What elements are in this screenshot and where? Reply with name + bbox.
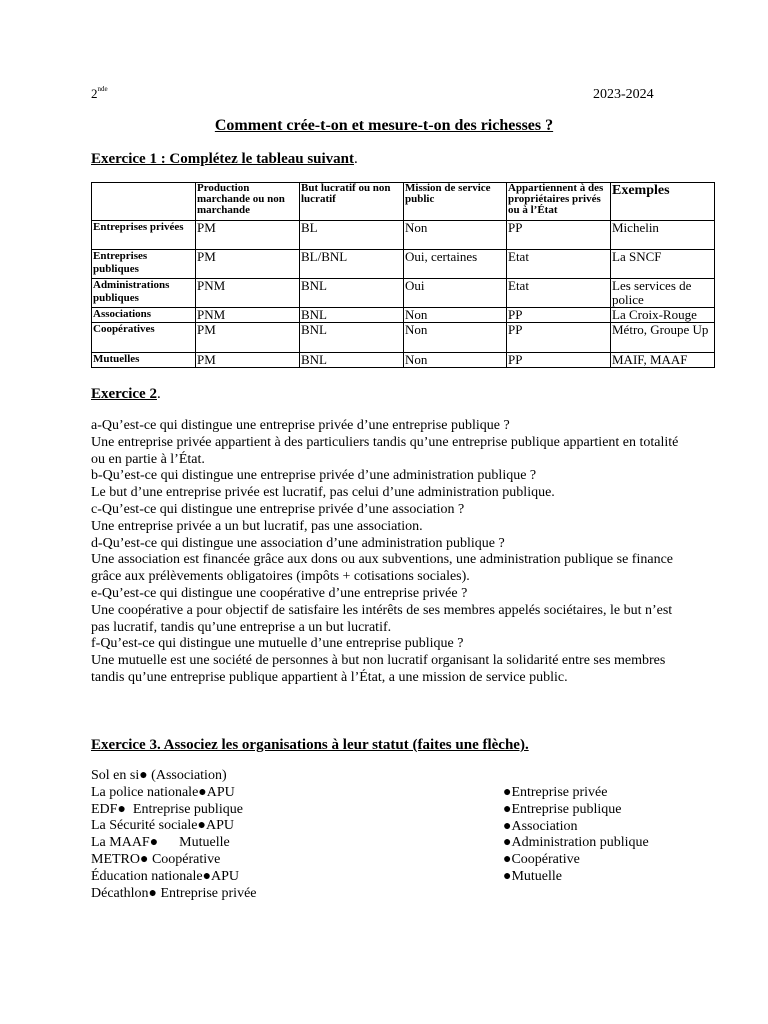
table-cell: Non [404,308,507,323]
table-cell: BNL [300,279,404,308]
question-line: d-Qu’est-ce qui distingue une association d’une administration publique ? [91,535,505,551]
list-item: ●Mutuelle [503,868,563,884]
list-item: ●Coopérative [503,852,580,868]
table-cell: BL [300,221,404,250]
table-row-header: Entreprises publiques [92,250,196,279]
list-item: Décathlon● Entreprise privée [91,885,257,901]
table-header-cell: Mission de service public [404,183,507,221]
table-row [92,279,715,308]
table-cell: BL/BNL [300,250,404,279]
list-item: ●Association [503,818,578,834]
answer-line: Le but d’une entreprise privée est lucratif, pas celui d’une administration publique. [91,485,555,501]
class-level: 2nde [91,85,108,101]
list-item: La police nationale●APU [91,784,235,800]
answer-line: Une entreprise privée appartient à des particuliers tandis qu’une entreprise publique appartient en totalité ou en partie à l’État. [91,434,679,467]
list-item: Éducation nationale●APU [91,868,240,884]
table-cell: BNL [300,353,404,368]
organisations-table [91,182,715,368]
list-item: ●Entreprise publique [503,801,622,817]
table-row [92,250,715,279]
table-cell: PM [196,221,300,250]
table-cell: Oui, certaines [404,250,507,279]
question-line: b-Qu’est-ce qui distingue une entreprise privée d’une administration publique ? [91,468,537,484]
list-item: La Sécurité sociale●APU [91,818,234,834]
list-item: ●Administration publique [503,835,649,851]
table-row [92,323,715,353]
exercise2-answers [91,418,691,687]
table-cell: PP [507,221,611,250]
question-line: c-Qu’est-ce qui distingue une entreprise privée d’une association ? [91,501,465,517]
exercise1-heading: Exercice 1 : Complétez le tableau suivant. [91,151,358,167]
answer-line: Une coopérative a pour objectif de satisfaire les intérêts de ses membres appelés sociétaires, le but n’est pas lucratif, tandis qu’une entreprise a un but lucratif. [91,602,673,635]
table-cell: PNM [196,279,300,308]
list-item: EDF● Entreprise publique [91,801,243,817]
question-line: f-Qu’est-ce qui distingue une mutuelle d’une entreprise publique ? [91,636,464,652]
table-row-header: Coopératives [92,323,196,353]
table-cell: Les services de police [611,279,715,308]
table-cell: PP [507,353,611,368]
table-cell: MAIF, MAAF [611,353,715,368]
table-header-cell: But lucratif ou non lucratif [300,183,404,221]
school-year: 2023-2024 [593,87,654,102]
statuts-list [503,785,649,886]
list-item: La MAAF● Mutuelle [91,835,230,851]
table-cell: PP [507,308,611,323]
table-cell: Michelin [611,221,715,250]
table-row-header: Entreprises privées [92,221,196,250]
table-header-cell [92,183,196,221]
question-line: e-Qu’est-ce qui distingue une coopérative d’une entreprise privée ? [91,585,468,601]
page-title: Comment crée-t-on et mesure-t-on des richesses ? [214,117,554,134]
table-header-cell: Exemples [611,183,715,221]
table-cell: La Croix-Rouge [611,308,715,323]
table-cell: BNL [300,308,404,323]
table-cell: Etat [507,250,611,279]
exercise2-heading: Exercice 2. [91,386,161,402]
table-cell: La SNCF [611,250,715,279]
answer-line: Une entreprise privée a un but lucratif, pas une association. [91,518,423,534]
table-cell: Non [404,221,507,250]
table-cell: Etat [507,279,611,308]
table-cell: PP [507,323,611,353]
question-line: a-Qu’est-ce qui distingue une entreprise privée d’une entreprise publique ? [91,418,510,433]
table-cell: PM [196,353,300,368]
table-row [92,308,715,323]
table-cell: Métro, Groupe Up [611,323,715,353]
table-row [92,353,715,368]
list-item: Sol en si● (Association) [91,768,227,783]
table-cell: PNM [196,308,300,323]
table-row [92,221,715,250]
list-item: METRO● Coopérative [91,851,221,867]
table-cell: PM [196,323,300,353]
list-item: ●Entreprise privée [503,785,608,800]
table-cell: PM [196,250,300,279]
table-header-cell: Production marchande ou non marchande [196,183,300,221]
table-row-header: Mutuelles [92,353,196,368]
table-cell: Oui [404,279,507,308]
table-row-header: Administrations publiques [92,279,196,308]
table-cell: BNL [300,323,404,353]
exercise3-heading: Exercice 3. Associez les organisations à leur statut (faites une flèche). [91,737,529,753]
table-header-row [92,183,715,221]
table-row-header: Associations [92,308,196,323]
answer-line: Une mutuelle est une société de personnes à but non lucratif organisant la solidarité entre ses membres tandis qu’une entreprise publique appartient à l’État, a une mission de service public. [91,653,666,685]
table-cell: Non [404,323,507,353]
organisations-list [91,768,257,902]
answer-line: Une association est financée grâce aux dons ou aux subventions, une administration publique se finance grâce aux prélèvements obligatoires (impôts + cotisations sociales). [91,552,673,585]
table-cell: Non [404,353,507,368]
table-header-cell: Appartiennent à des propriétaires privés ou à l’État [507,183,611,221]
